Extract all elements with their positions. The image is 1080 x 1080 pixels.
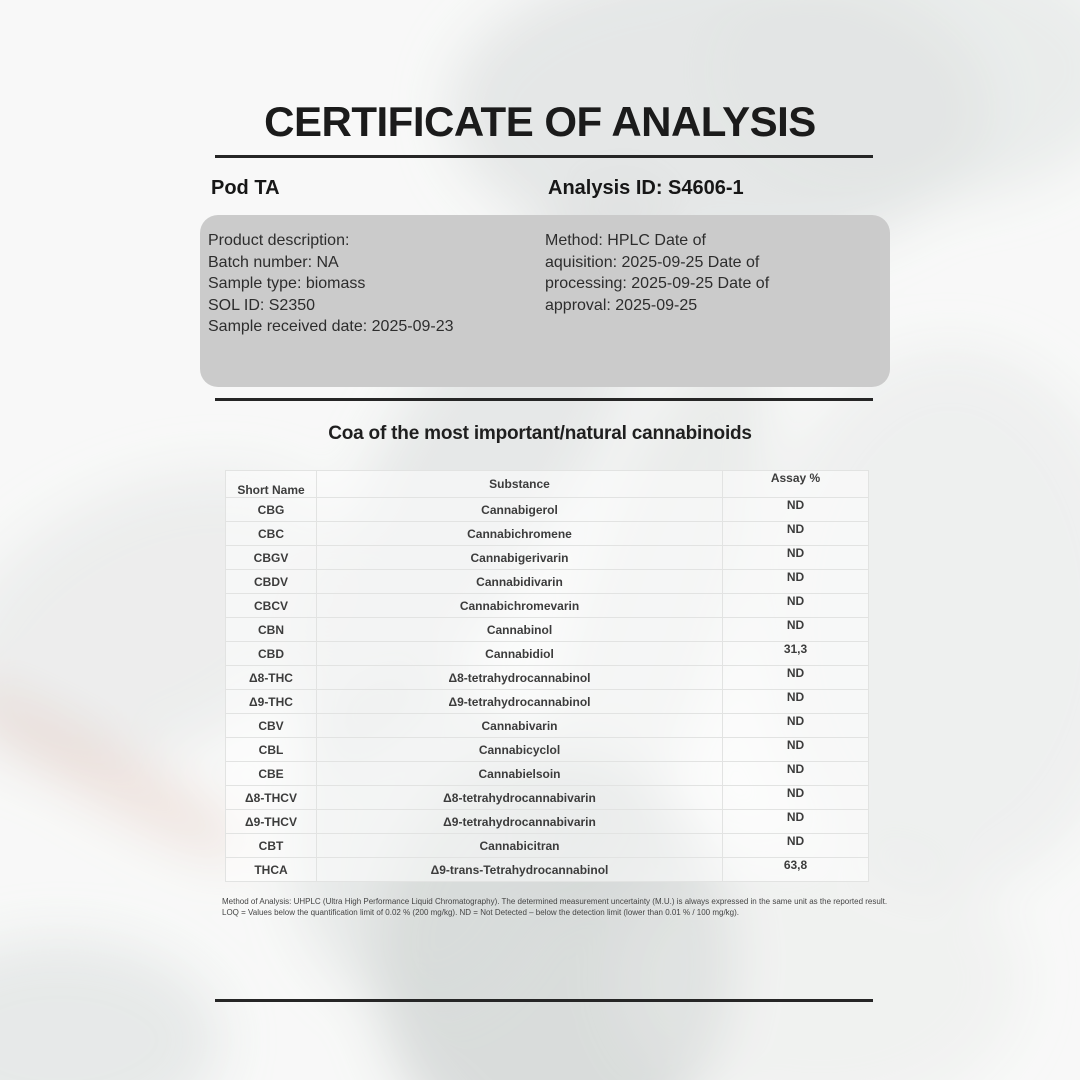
cell-substance: Cannabivarin: [317, 714, 723, 738]
cell-short: CBDV: [226, 570, 317, 594]
sample-info-left: [208, 230, 538, 338]
header-divider: [215, 155, 873, 158]
cell-short: CBT: [226, 834, 317, 858]
table-row: [226, 738, 869, 762]
table-row: [226, 498, 869, 522]
cell-substance: Δ9-tetrahydrocannabinol: [317, 690, 723, 714]
info-line-method: Method: HPLC Date of: [545, 232, 706, 249]
cell-substance: Δ8-tetrahydrocannabivarin: [317, 786, 723, 810]
cell-assay: ND: [723, 834, 869, 858]
footnote: [222, 897, 887, 918]
footnote-line-method: Method of Analysis: UHPLC (Ultra High Performance Liquid Chromatography). The determined measurement uncertainty (M.U.) is always expressed in the same unit as the reported result.: [222, 897, 888, 906]
cell-assay: ND: [723, 714, 869, 738]
info-line-approval: approval: 2025-09-25: [545, 296, 698, 314]
table-row: [226, 666, 869, 690]
table-row: [226, 570, 869, 594]
cell-assay: ND: [723, 570, 869, 594]
table-row: [226, 690, 869, 714]
cell-short: Δ9-THCV: [226, 810, 317, 834]
table-row: [226, 762, 869, 786]
cell-short: CBCV: [226, 594, 317, 618]
cell-assay: ND: [723, 738, 869, 762]
column-header-substance: Substance: [317, 471, 723, 498]
info-line-product-description: Product description:: [208, 232, 350, 249]
cell-assay: ND: [723, 498, 869, 522]
cell-assay: 31,3: [723, 642, 869, 666]
info-line-batch-number: Batch number: NA: [208, 253, 339, 271]
cell-assay: 63,8: [723, 858, 869, 882]
cell-substance: Cannabidivarin: [317, 570, 723, 594]
cell-substance: Cannabichromene: [317, 522, 723, 546]
info-line-acquisition: aquisition: 2025-09-25 Date of: [545, 253, 760, 271]
coa-table-body: [226, 498, 869, 882]
cell-short: CBG: [226, 498, 317, 522]
cell-short: CBD: [226, 642, 317, 666]
cell-substance: Δ9-tetrahydrocannabivarin: [317, 810, 723, 834]
cell-substance: Cannabicyclol: [317, 738, 723, 762]
info-line-received-date: Sample received date: 2025-09-23: [208, 318, 454, 335]
table-row: [226, 810, 869, 834]
cell-short: Δ8-THCV: [226, 786, 317, 810]
table-row: [226, 834, 869, 858]
table-row: [226, 714, 869, 738]
table-row: [226, 546, 869, 570]
cell-short: CBL: [226, 738, 317, 762]
cell-assay: ND: [723, 522, 869, 546]
cell-substance: Cannabicitran: [317, 834, 723, 858]
coa-table: [225, 470, 869, 882]
cell-assay: ND: [723, 786, 869, 810]
page-title: CERTIFICATE OF ANALYSIS: [264, 98, 816, 145]
cell-short: Δ9-THC: [226, 690, 317, 714]
cell-short: CBGV: [226, 546, 317, 570]
column-header-assay: Assay %: [723, 471, 869, 498]
cell-substance: Cannabinol: [317, 618, 723, 642]
table-row: [226, 522, 869, 546]
table-row: [226, 786, 869, 810]
cell-assay: ND: [723, 666, 869, 690]
cell-substance: Δ9-trans-Tetrahydrocannabinol: [317, 858, 723, 882]
footer-divider: [215, 999, 873, 1002]
info-line-sample-type: Sample type: biomass: [208, 275, 366, 292]
footnote-line-loq: LOQ = Values below the quantification limit of 0.02 % (200 mg/kg). ND = Not Detected – below the detection limit (lower than 0.01 % / 100 mg/kg).: [222, 907, 740, 917]
info-line-sol-id: SOL ID: S2350: [208, 296, 316, 314]
info-line-processing: processing: 2025-09-25 Date of: [545, 275, 770, 292]
cell-assay: ND: [723, 690, 869, 714]
cell-short: CBV: [226, 714, 317, 738]
cell-assay: ND: [723, 618, 869, 642]
cell-substance: Cannabigerol: [317, 498, 723, 522]
cell-substance: Δ8-tetrahydrocannabinol: [317, 666, 723, 690]
product-name: Pod TA: [211, 177, 280, 199]
cell-substance: Cannabielsoin: [317, 762, 723, 786]
cell-substance: Cannabichromevarin: [317, 594, 723, 618]
cell-short: CBC: [226, 522, 317, 546]
table-header-row: [226, 471, 869, 498]
analysis-id: Analysis ID: S4606-1: [548, 177, 744, 199]
table-heading: Coa of the most important/natural cannabinoids: [328, 423, 752, 444]
cell-assay: ND: [723, 810, 869, 834]
cell-substance: Cannabigerivarin: [317, 546, 723, 570]
table-row: [226, 618, 869, 642]
column-header-short-name: Short Name: [226, 471, 317, 498]
cell-short: CBE: [226, 762, 317, 786]
sample-info-right: [545, 230, 875, 316]
cell-assay: ND: [723, 594, 869, 618]
cell-assay: ND: [723, 762, 869, 786]
table-row: [226, 858, 869, 882]
cell-assay: ND: [723, 546, 869, 570]
sample-info-box: [200, 215, 890, 387]
section-divider: [215, 398, 873, 401]
cell-substance: Cannabidiol: [317, 642, 723, 666]
cell-short: THCA: [226, 858, 317, 882]
table-row: [226, 642, 869, 666]
table-row: [226, 594, 869, 618]
cell-short: CBN: [226, 618, 317, 642]
cell-short: Δ8-THC: [226, 666, 317, 690]
